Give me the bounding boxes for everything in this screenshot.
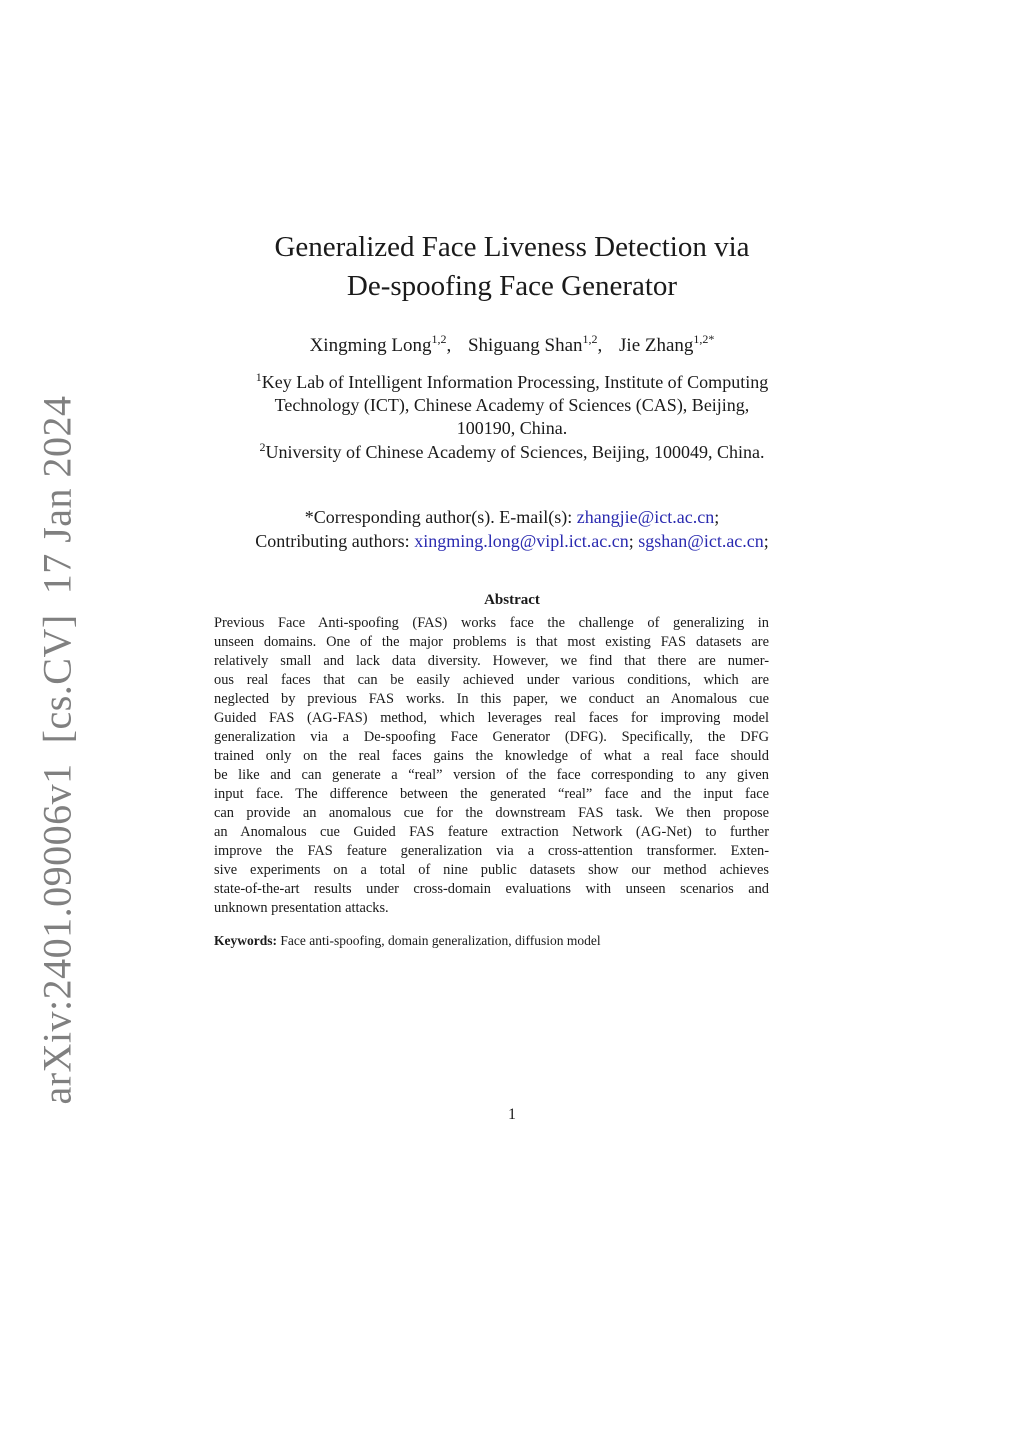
abstract-line: unknown presentation attacks. [214, 900, 389, 916]
abstract-line: Previous Face Anti-spoofing (FAS) works face the challenge of generalizing in [214, 615, 769, 631]
page-number: 1 [508, 1106, 516, 1123]
affiliation-1-mark: 1 [255, 370, 262, 384]
affiliation-1-line-2: Technology (ICT), Chinese Academy of Sciences (CAS), Beijing, [274, 395, 750, 415]
abstract-line: relatively small and lack data diversity. However, we find that there are numer- [214, 653, 769, 669]
title-line-1: Generalized Face Liveness Detection via [274, 231, 750, 263]
author-3-name: Jie Zhang [619, 335, 694, 356]
abstract-line: state-of-the-art results under cross-domain evaluations with unseen scenarios and [214, 881, 769, 897]
corresponding-email-link[interactable]: zhangjie@ict.ac.cn [576, 507, 715, 527]
arxiv-category: [cs.CV] [34, 614, 80, 744]
abstract-line: generalization via a De-spoofing Face Generator (DFG). Specifically, the DFG [214, 729, 769, 745]
author-list [0, 333, 1024, 359]
abstract-body [214, 614, 769, 918]
author-3-affil: 1,2* [693, 332, 715, 346]
contributing-email-1-link[interactable]: xingming.long@vipl.ict.ac.cn [414, 531, 629, 551]
arxiv-date: 17 Jan 2024 [34, 395, 80, 595]
abstract-line: be like and can generate a “real” version of the face corresponding to any given [214, 767, 769, 783]
corresponding-author-line [0, 505, 1024, 529]
corresponding-suffix: ; [714, 507, 720, 527]
author-2: Shiguang Shan$^{1,2}$, [467, 332, 603, 356]
keywords-text: Face anti-spoofing, domain generalization, diffusion model [277, 933, 601, 948]
abstract-line: input face. The difference between the generated “real” face and the input face [214, 786, 769, 802]
contributing-separator: ; [628, 531, 639, 551]
affiliation-2-mark: 2 [259, 440, 266, 454]
affiliation-1-line-1: Key Lab of Intelligent Information Processing, Institute of Computing [261, 372, 769, 392]
abstract-line: improve the FAS feature generalization via a cross-attention transformer. Exten- [214, 843, 769, 859]
contributing-authors-line [0, 529, 1024, 553]
contributing-prefix: Contributing authors: [255, 531, 415, 551]
abstract-line: an Anomalous cue Guided FAS feature extraction Network (AG-Net) to further [214, 824, 769, 840]
abstract-line: ous real faces that can be easily achieved under various conditions, which are [214, 672, 769, 688]
author-3 [619, 333, 714, 359]
abstract-line: unseen domains. One of the major problems is that most existing FAS datasets are [214, 634, 769, 650]
affiliation-2 [0, 441, 1024, 464]
author-1: Xingming Long$^{1,2}$, [309, 332, 452, 356]
title-line-2: De-spoofing Face Generator [346, 270, 678, 302]
author-2-name: Shiguang Shan [467, 335, 583, 356]
paper-title [0, 228, 1024, 306]
contributing-suffix: ; [763, 531, 769, 551]
abstract-line: neglected by previous FAS works. In this paper, we conduct an Anomalous cue [214, 691, 769, 707]
arxiv-id: arXiv:2401.09006v1 [34, 763, 80, 1105]
affiliation-1-line-3: 100190, China. [456, 418, 568, 438]
author-1-affil: 1,2 [431, 332, 447, 346]
arxiv-stamp [34, 395, 81, 1104]
abstract-heading: Abstract [484, 592, 540, 608]
affiliation-1 [0, 371, 1024, 440]
abstract-line: Guided FAS (AG-FAS) method, which leverages real faces for improving model [214, 710, 769, 726]
author-2-affil: 1,2 [582, 332, 598, 346]
affiliation-2-text: University of Chinese Academy of Sciences, Beijing, 100049, China. [265, 442, 765, 462]
abstract-line: sive experiments on a total of nine public datasets show our method achieves [214, 862, 769, 878]
corresponding-prefix: *Corresponding author(s). E-mail(s): [304, 507, 577, 527]
keywords [214, 933, 769, 949]
author-1-name: Xingming Long [309, 335, 432, 356]
abstract-line: can provide an anomalous cue for the downstream FAS task. We then propose [214, 805, 769, 821]
correspondence-block [0, 505, 1024, 553]
keywords-label: Keywords: [214, 933, 277, 948]
abstract-line: trained only on the real faces gains the knowledge of what a real face should [214, 748, 769, 764]
contributing-email-2-link[interactable]: sgshan@ict.ac.cn [638, 531, 764, 551]
